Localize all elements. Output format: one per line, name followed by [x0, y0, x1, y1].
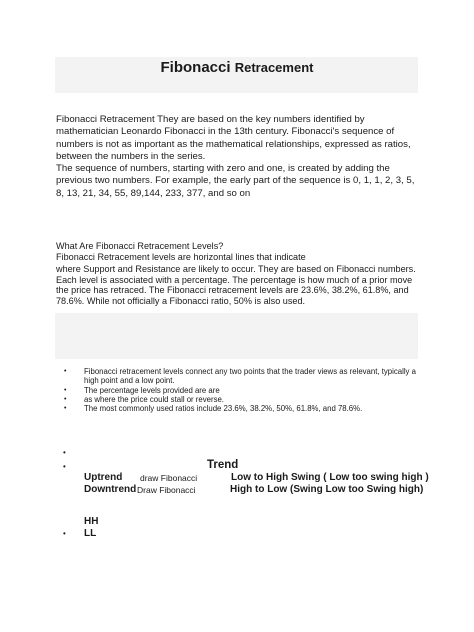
bullet-icon: • — [63, 448, 66, 457]
uptrend-direction: Low to High — [231, 472, 289, 483]
trend-heading: Trend — [207, 459, 239, 471]
title-part-2: Retracement — [234, 60, 314, 75]
bullet-icon: • — [64, 405, 67, 413]
list-item — [56, 404, 426, 413]
levels-line-1: Fibonacci Retracement levels are horizontal lines that indicate — [56, 252, 306, 262]
bullet-icon: • — [64, 395, 67, 403]
uptrend-action: draw Fibonacci — [140, 473, 198, 483]
list-item — [56, 386, 426, 395]
sequence-paragraph: The sequence of numbers, starting with zero and one, is created by adding the previous two numbers. For example, the early part of the sequence is 0, 1, 1, 2, 3, 5, 8, 13, 21, 34, 55, 89,144, 233, 377, and so on — [56, 163, 415, 199]
ll-label: LL — [84, 528, 97, 539]
bullet-icon: • — [64, 368, 67, 375]
uptrend-swing: Swing ( Low too swing high ) — [291, 472, 429, 483]
intro-paragraph: Fibonacci Retracement They are based on the key numbers identified by mathematician Leonardo Fibonacci in the 13th century. Fibonacci's sequence of numbers is not as important as the mathematical relationships, expressed as ratios, between the numbers in the series. — [56, 114, 411, 162]
uptrend-label: Uptrend — [84, 472, 123, 483]
list-item-text: The percentage levels provided are are — [84, 385, 220, 395]
list-item — [56, 367, 426, 386]
bullet-icon: • — [64, 386, 67, 394]
downtrend-action: Draw Fibonacci — [137, 485, 196, 495]
downtrend-direction: High to Low — [230, 484, 288, 495]
hh-label: HH — [84, 516, 99, 527]
bullet-list — [56, 367, 426, 413]
title-part-1: Fibonacci — [160, 59, 231, 76]
levels-heading: What Are Fibonacci Retracement Levels? — [56, 241, 224, 251]
downtrend-swing: (Swing Low too Swing high) — [290, 484, 424, 495]
list-item — [56, 395, 426, 404]
bullet-icon: • — [63, 529, 66, 538]
list-item-text: The most commonly used ratios include 23.6%, 38.2%, 50%, 61.8%, and 78.6%. — [84, 404, 363, 414]
list-item-text: Fibonacci retracement levels connect any two points that the trader views as relevant, typically a high point and a low point. — [84, 367, 416, 386]
downtrend-label: Downtrend — [84, 484, 137, 495]
bullet-icon: • — [63, 462, 66, 471]
list-item-text: as where the price could stall or reverse. — [84, 394, 224, 404]
levels-description: where Support and Resistance are likely to occur. They are based on Fibonacci numbers. Each level is associated with a percentage. The percentage is how much of a prior move the price has retraced. The Fibonacci retracement levels are 23.6%, 38.2%, 61.8%, and 78.6%. While not officially a Fibonacci ratio, 50% is also used. — [56, 264, 416, 306]
page-title — [0, 59, 474, 76]
shaded-band — [55, 313, 418, 359]
